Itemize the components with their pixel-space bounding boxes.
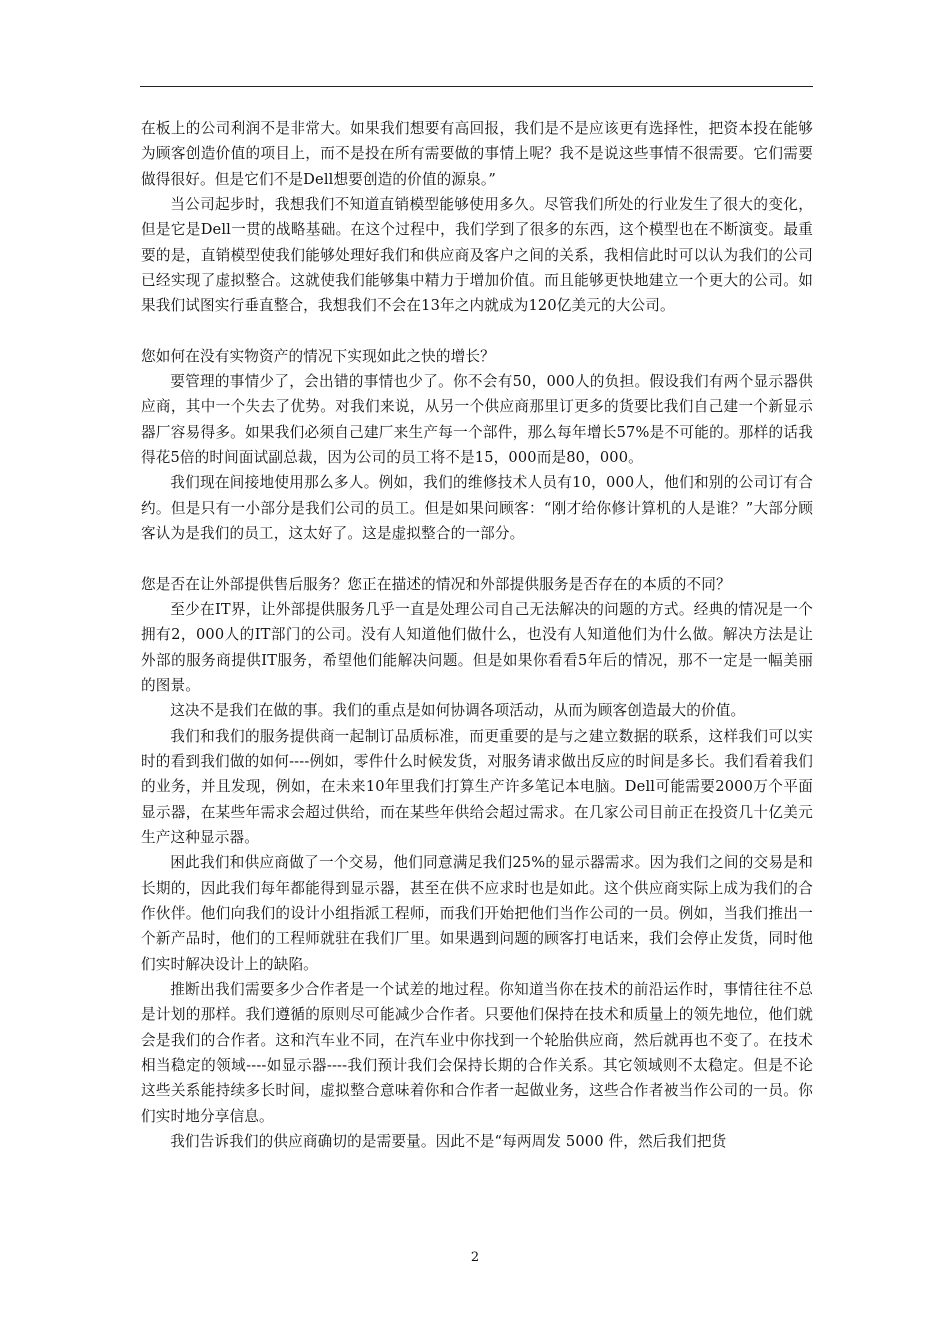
paragraph-supplier-deal: 困此我们和供应商做了一个交易，他们同意满足我们25%的显示器需求。因为我们之间的交易是和长期的，因此我们每年都能得到显示器，甚至在供不应求时也是如此。这个供应商实际上成为我们的合作伙伴。他们向我们的设计小组指派工程师，而我们开始把他们当作公司的一员。例如，当我们推出一个新产品时，他们的工程师就驻在我们厂里。如果遇到问题的顾客打电话来，我们会停止发货，同时他们实时解决设计上的缺陷。 [141, 854, 813, 973]
page-number: 2 [470, 1250, 480, 1265]
paragraph-quality-standards: 我们和我们的服务提供商一起制订品质标准，而更重要的是与之建立数据的联系，这样我们可以实时的看到我们做的如何----例如，零件什么时候发货，对服务请求做出反应的时间是多长。我们看着我们的业务，并且发现，例如，在未来10年里我们打算生产许多笔记本电脑。Dell可能需要2000万个平面显示器，在某些年需求会超过供给，而在某些年供给会超过需求。在几家公司目前正在投资几十亿美元生产这种显示器。 [141, 727, 813, 846]
paragraph-indirect-staff: 我们现在间接地使用那么多人。例如，我们的维修技术人员有10，000人，他们和别的公司订有合约。但是只有一小部分是我们公司的员工。但是如果问顾客：“刚才给你修计算机的人是谁？”大部分顾客认为是我们的员工，这太好了。这是虚拟整合的一部分。 [141, 474, 813, 543]
document-body [141, 116, 813, 1154]
paragraph-number-of-partners: 推断出我们需要多少合作者是一个试差的地过程。你知道当你在技术的前沿运作时，事情往往不总是计划的那样。我们遵循的原则尽可能减少合作者。只要他们保持在技术和质量上的领先地位，他们就会是我们的合作者。这和汽车业不同，在汽车业中你找到一个轮胎供应商，然后就再也不变了。在技术相当稳定的领域----如显示器----我们预计我们会保持长期的合作关系。其它领域则不太稳定。但是不论这些关系能持续多长时间，虚拟整合意味着你和合作者一起做业务，这些合作者被当作公司的一员。你们实时地分享信息。 [141, 981, 813, 1125]
paragraph-direct-model: 当公司起步时，我想我们不知道直销模型能够使用多久。尽管我们所处的行业发生了很大的变化，但是它是Dell一贯的战略基础。在这个过程中，我们学到了很多的东西，这个模型也在不断演变。最重要的是，直销模型使我们能够处理好我们和供应商及客户之间的关系，我相信此时可以认为我们的公司已经实现了虚拟整合。这就使我们能够集中精力于增加价值。而且能够更快地建立一个更大的公司。如果我们试图实行垂直整合，我想我们不会在13年之内就成为120亿美元的大公司。 [141, 196, 813, 315]
paragraph-gap [141, 547, 813, 572]
paragraph-demand-sharing: 我们告诉我们的供应商确切的是需要量。因此不是“每两周发 5000 件，然后我们把货 [170, 1133, 727, 1151]
interview-question-outsourcing: 您是否在让外部提供售后服务？您正在描述的情况和外部提供服务是否存在的本质的不同？ [141, 575, 731, 593]
paragraph-gap [141, 319, 813, 344]
paragraph-fewer-things-to-manage: 要管理的事情少了，会出错的事情也少了。你不会有50，000人的负担。假设我们有两个显示器供应商，其中一个失去了优势。对我们来说，从另一个供应商那里订更多的货要比我们自己建一个新显示器厂容易得多。如果我们必须自己建厂来生产每一个部件，那么每年增长57%是不可能的。那样的话我得花5倍的时间面试副总裁，因为公司的员工将不是15，000而是80，000。 [141, 373, 813, 467]
header-rule [140, 86, 813, 87]
paragraph-coordination-focus: 这决不是我们在做的事。我们的重点是如何协调各项活动，从而为顾客创造最大的价值。 [170, 702, 746, 720]
paragraph-continuation: 在板上的公司利润不是非常大。如果我们想要有高回报，我们是不是应该更有选择性，把资本投在能够为顾客创造价值的项目上，而不是投在所有需要做的事情上呢？我不是说这些事情不很需要。它们需要做得很好。但是它们不是Dell想要创造的价值的源泉。” [141, 120, 813, 188]
paragraph-it-outsourcing: 至少在IT界，让外部提供服务几乎一直是处理公司自己无法解决的问题的方式。经典的情况是一个拥有2，000人的IT部门的公司。没有人知道他们做什么，也没有人知道他们为什么做。解决方法是让外部的服务商提供IT服务，希望他们能解决问题。但是如果你看看5年后的情况，那不一定是一幅美丽的图景。 [141, 600, 813, 694]
interview-question-growth: 您如何在没有实物资产的情况下实现如此之快的增长？ [141, 347, 495, 365]
